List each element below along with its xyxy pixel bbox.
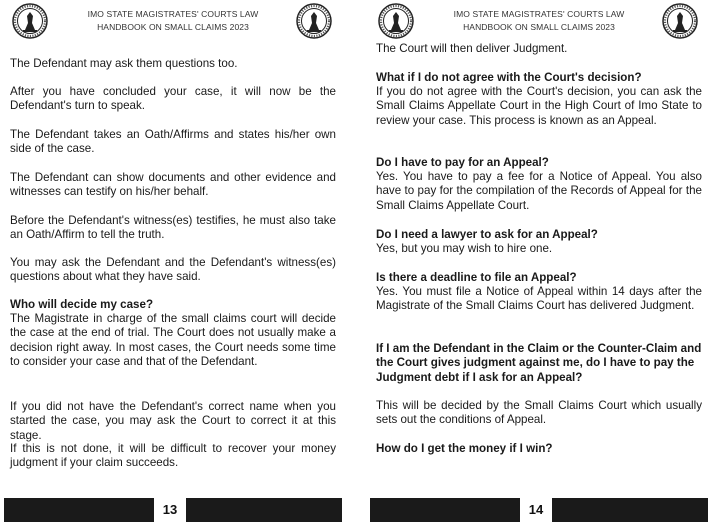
faq-answer: Yes. You have to pay a fee for a Notice of Appeal. You also have to pay for the compilation of the Records of Appeal for the Small Claims Appellate Court. (376, 170, 702, 212)
body-paragraph: The Court will then deliver Judgment. (376, 42, 568, 55)
faq-answer: This will be decided by the Small Claims Court which usually sets out the conditions of Appeal. (376, 399, 702, 427)
page-13 (4, 0, 342, 525)
court-seal-icon (378, 3, 414, 39)
footer-bar (186, 498, 342, 522)
faq-question: What if I do not agree with the Court's decision? (376, 71, 642, 84)
body-paragraph: The Defendant can show documents and other evidence and witnesses can testify on his/her behalf. (10, 171, 336, 199)
body-paragraph: After you have concluded your case, it will now be the Defendant's turn to speak. (10, 85, 336, 113)
page-footer (370, 498, 708, 522)
faq-question: Is there a deadline to file an Appeal? (376, 271, 577, 284)
court-seal-icon (296, 3, 332, 39)
header-title: IMO STATE MAGISTRATES' COURTS LAW (87, 9, 259, 19)
body-paragraph: If this is not done, it will be difficult to recover your money judgment if your claim succeeds. (10, 442, 336, 470)
header-subtitle: HANDBOOK ON SMALL CLAIMS 2023 (97, 22, 249, 32)
faq-answer: If you do not agree with the Court's decision, you can ask the Small Claims Appellate Court in the High Court of Imo State to review your case. This process is known as an Appeal. (376, 85, 702, 127)
body-paragraph: You may ask the Defendant and the Defendant's witness(es) questions about what they have said. (10, 256, 336, 284)
page-14 (370, 0, 708, 525)
faq-answer: Yes. You must file a Notice of Appeal within 14 days after the Magistrate of the Small Claims Court has delivered Judgment. (376, 285, 702, 313)
faq-answer: Yes, but you may wish to hire one. (376, 242, 553, 255)
footer-bar (4, 498, 154, 522)
page-header (370, 0, 708, 44)
page-number: 14 (528, 502, 544, 517)
section-answer: The Magistrate in charge of the small claims court will decide the case at the end of trial. The Court does not usually make a decision right away. In most cases, the Court needs some time to consider your case and that of the Defendant. (10, 312, 336, 369)
body-paragraph: Before the Defendant's witness(es) testifies, he must also take an Oath/Affirm to tell the truth. (10, 214, 336, 242)
header-subtitle: HANDBOOK ON SMALL CLAIMS 2023 (463, 22, 615, 32)
page-header (4, 0, 342, 44)
court-seal-icon (662, 3, 698, 39)
footer-bar (552, 498, 708, 522)
body-paragraph: If you did not have the Defendant's correct name when you started the case, you may ask the Court to correct it at this stage. (10, 400, 336, 442)
faq-question: Do I have to pay for an Appeal? (376, 156, 549, 169)
faq-question: Do I need a lawyer to ask for an Appeal? (376, 228, 598, 241)
faq-question: If I am the Defendant in the Claim or the Counter-Claim and the Court gives judgment against me, do I have to pay the Judgment debt if I ask for an Appeal? (376, 342, 702, 384)
footer-bar (370, 498, 520, 522)
section-heading: Who will decide my case? (10, 298, 154, 311)
court-seal-icon (12, 3, 48, 39)
page-number: 13 (162, 502, 178, 517)
page-footer (4, 498, 342, 522)
body-paragraph: The Defendant may ask them questions too. (10, 57, 238, 70)
header-title: IMO STATE MAGISTRATES' COURTS LAW (453, 9, 625, 19)
faq-question: How do I get the money if I win? (376, 442, 553, 455)
body-paragraph: The Defendant takes an Oath/Affirms and states his/her own side of the case. (10, 128, 336, 156)
